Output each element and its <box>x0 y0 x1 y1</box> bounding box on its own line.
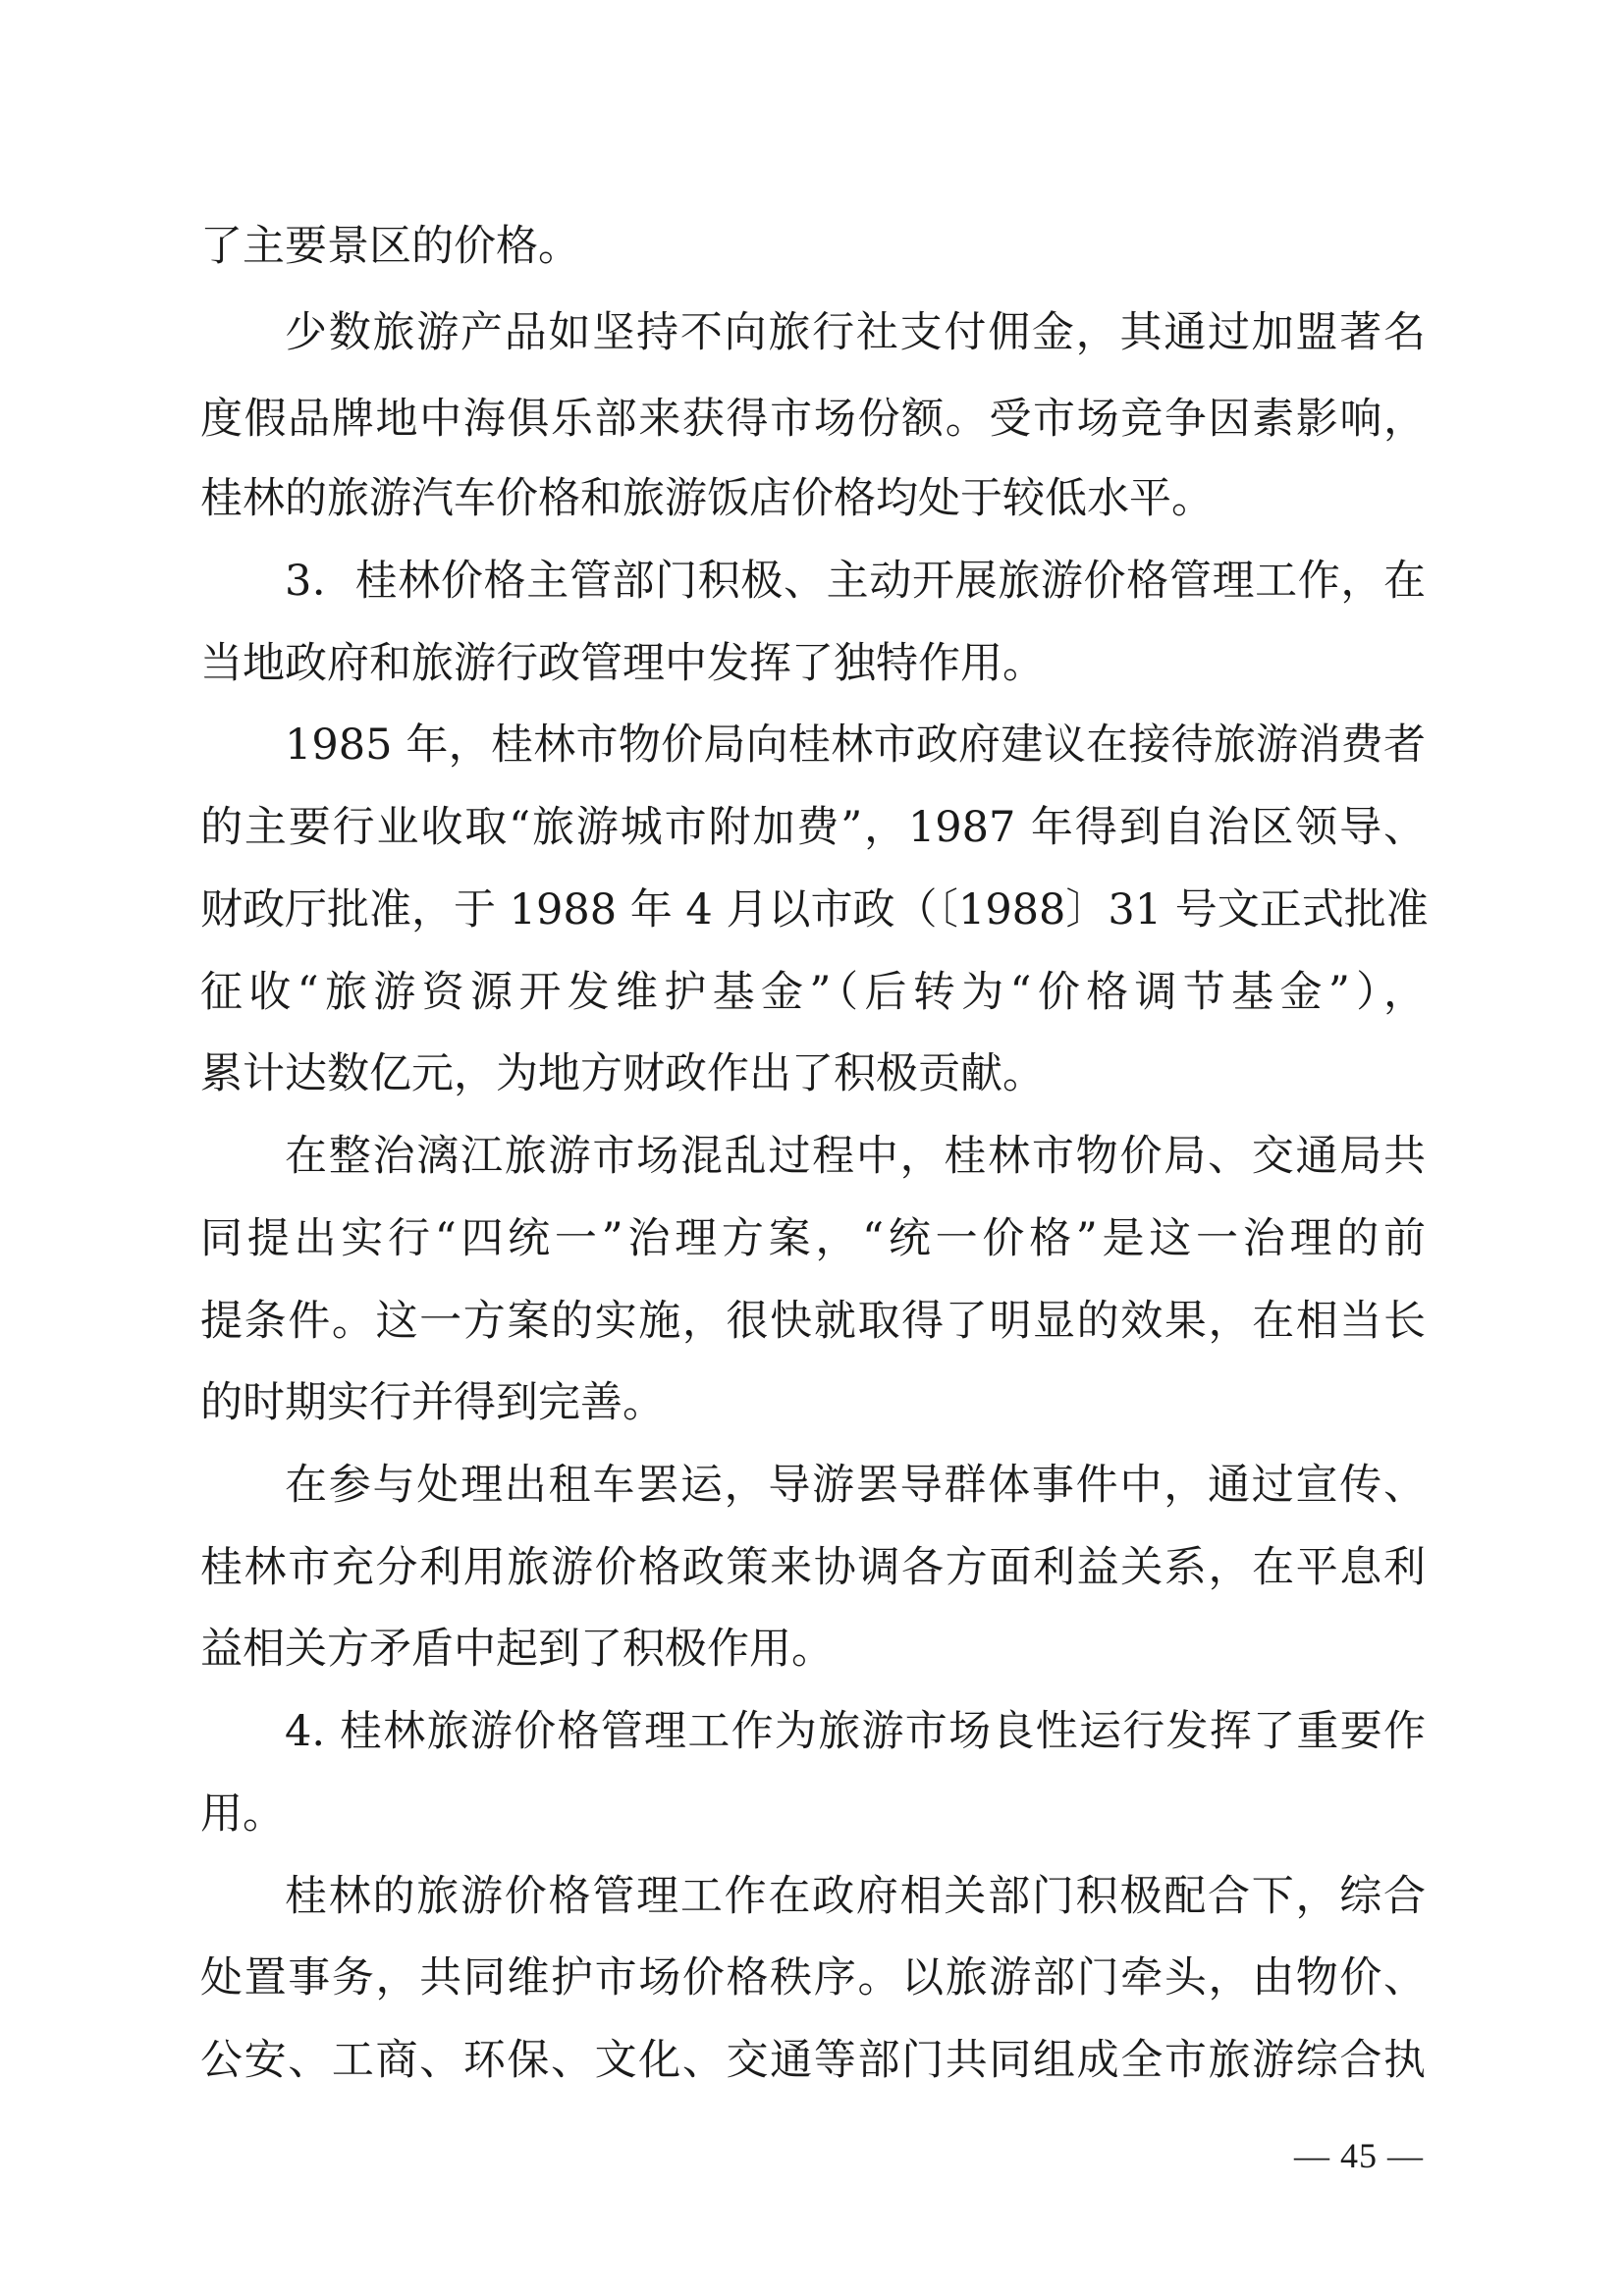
text-line <box>0 1937 1624 2019</box>
line-text: 提条件。这一方案的实施，很快就取得了明显的效果，在相当长 <box>200 1297 1426 1346</box>
text-line <box>0 622 1624 705</box>
text-line <box>0 1690 1624 1773</box>
text-line <box>0 786 1624 869</box>
line-text: 少数旅游产品如坚持不向旅行社支付佣金，其通过加盟著名 <box>285 308 1426 357</box>
text-line <box>0 457 1624 540</box>
text-line <box>0 1033 1624 1115</box>
line-text: 的主要行业收取“旅游城市附加费”，1987 年得到自治区领导、 <box>200 803 1426 852</box>
text-line <box>0 1444 1624 1526</box>
text-line <box>0 1362 1624 1444</box>
text-line <box>0 1526 1624 1609</box>
text-line <box>0 951 1624 1034</box>
line-text: 桂林的旅游价格管理工作在政府相关部门积极配合下，综合 <box>285 1872 1426 1921</box>
text-line <box>0 540 1624 622</box>
text-line <box>0 1280 1624 1362</box>
line-text: 财政厅批准，于 1988 年 4 月以市政（〔1988〕31 号文正式批准 <box>200 885 1429 934</box>
text-line <box>0 292 1624 374</box>
text-line <box>0 2019 1624 2102</box>
text-line <box>0 1855 1624 1938</box>
line-text: 同提出实行“四统一”治理方案，“统一价格”是这一治理的前 <box>200 1214 1426 1263</box>
text-line <box>0 1773 1624 1855</box>
line-text: 用。 <box>200 1789 285 1839</box>
line-text: 在整治漓江旅游市场混乱过程中，桂林市物价局、交通局共 <box>285 1132 1426 1181</box>
line-text: 当地政府和旅游行政管理中发挥了独特作用。 <box>200 639 1045 688</box>
line-text: 的时期实行并得到完善。 <box>200 1378 665 1427</box>
line-text: 桂林市充分利用旅游价格政策来协调各方面利益关系，在平息利 <box>200 1543 1426 1592</box>
line-text: 累计达数亿元，为地方财政作出了积极贡献。 <box>200 1049 1045 1098</box>
text-line <box>0 205 1624 288</box>
line-text: 度假品牌地中海俱乐部来获得市场份额。受市场竞争因素影响， <box>200 395 1426 444</box>
line-text: 了主要景区的价格。 <box>200 222 580 271</box>
line-text: 处置事务，共同维护市场价格秩序。以旅游部门牵头，由物价、 <box>200 1953 1426 2002</box>
line-text: 桂林的旅游汽车价格和旅游饭店价格均处于较低水平。 <box>200 474 1214 523</box>
text-line <box>0 869 1624 951</box>
line-text: 4. 桂林旅游价格管理工作为旅游市场良性运行发挥了重要作 <box>285 1707 1426 1756</box>
text-line <box>0 378 1624 460</box>
text-line <box>0 704 1624 786</box>
line-text: 3．桂林价格主管部门积极、主动开展旅游价格管理工作，在 <box>285 557 1426 606</box>
line-text: 征收“旅游资源开发维护基金”（后转为“价格调节基金”）， <box>200 968 1426 1017</box>
text-line <box>0 1115 1624 1198</box>
line-text: 1985 年，桂林市物价局向桂林市政府建议在接待旅游消费者 <box>285 721 1426 770</box>
line-text: 公安、工商、环保、文化、交通等部门共同组成全市旅游综合执 <box>200 2036 1426 2085</box>
page-number: — 45 — <box>1294 2136 1424 2175</box>
text-line <box>0 1198 1624 1280</box>
line-text: 在参与处理出租车罢运，导游罢导群体事件中，通过宣传、 <box>285 1461 1426 1510</box>
text-line <box>0 1608 1624 1690</box>
line-text: 益相关方矛盾中起到了积极作用。 <box>200 1625 834 1674</box>
